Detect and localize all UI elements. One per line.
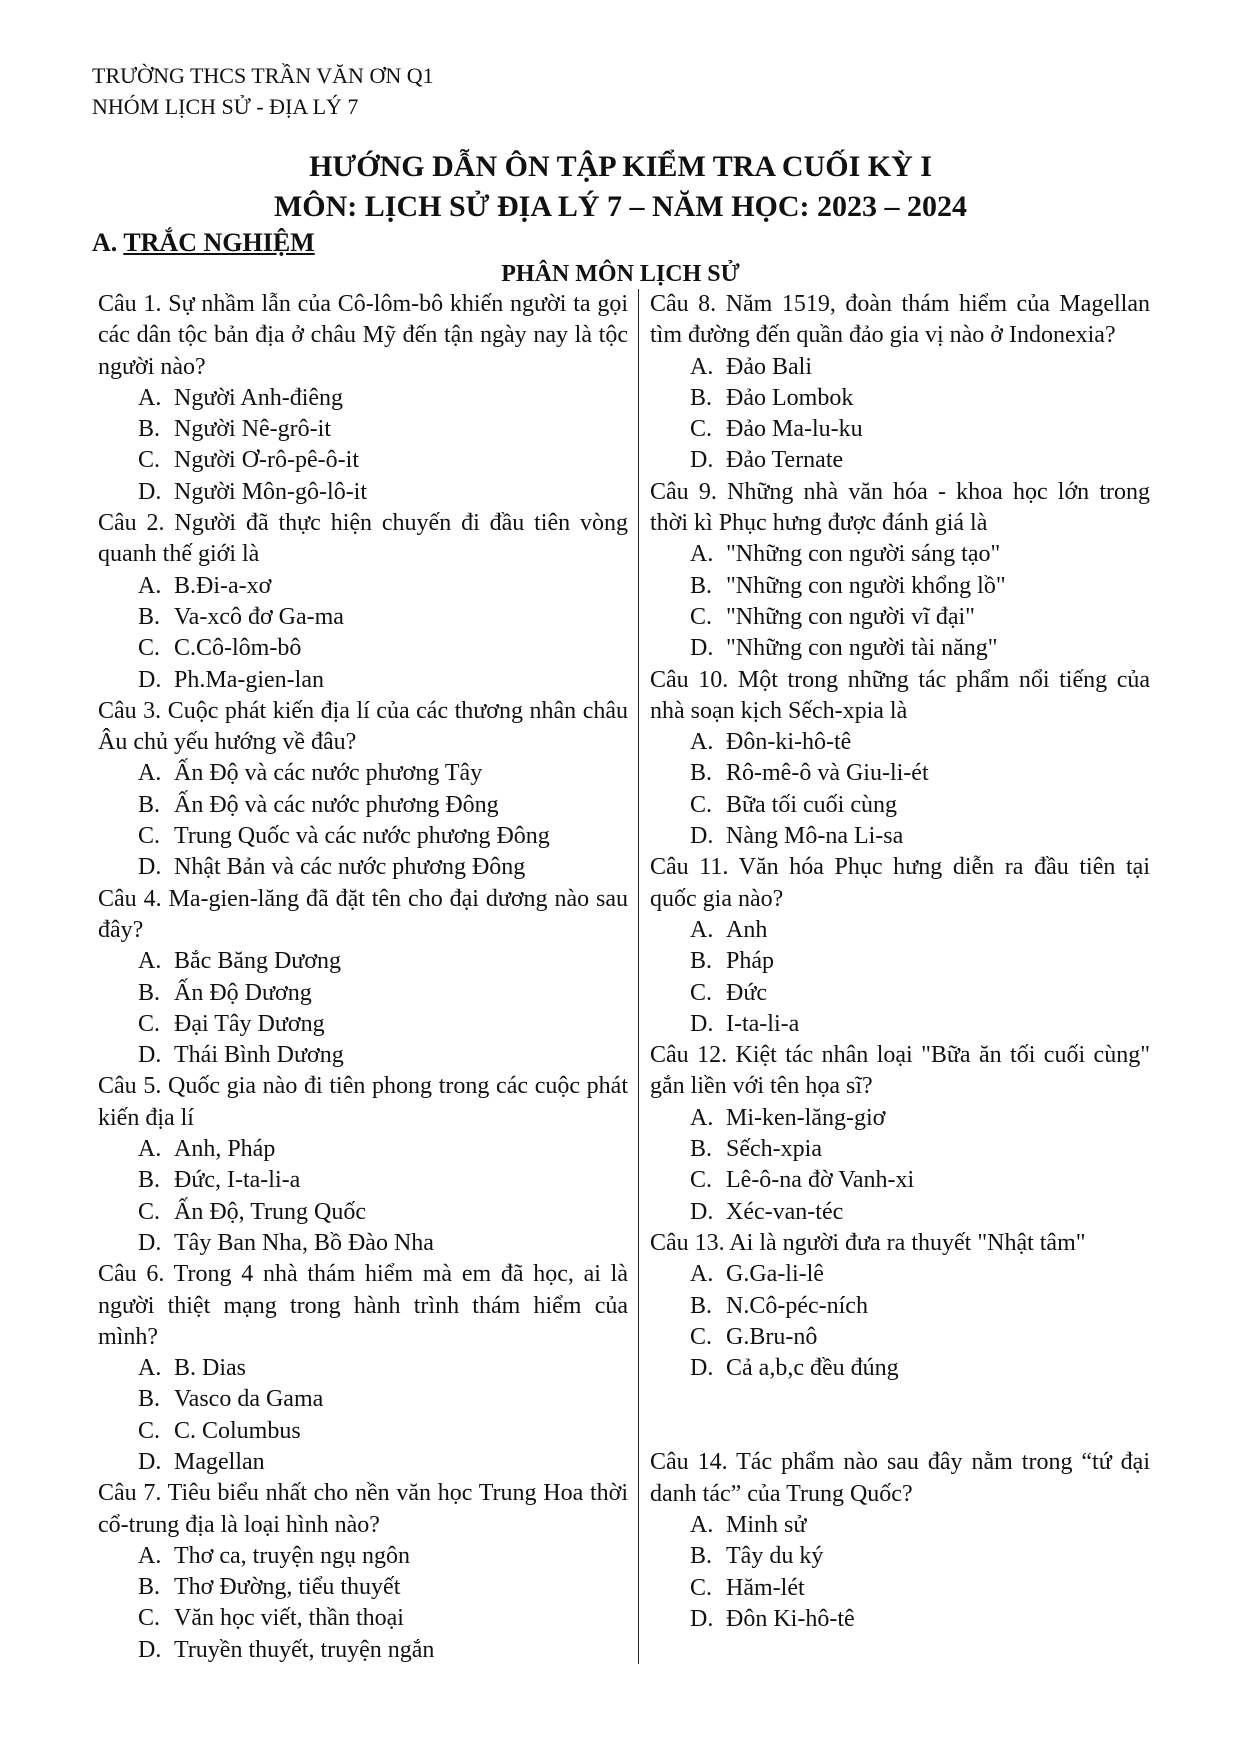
option-text: Đôn-ki-hô-tê (726, 729, 852, 756)
answer-option (98, 414, 628, 445)
option-letter: B. (690, 1543, 713, 1570)
option-letter: C. (690, 416, 713, 443)
answer-option (650, 915, 1150, 946)
option-letter: C. (138, 1010, 161, 1037)
right-column (650, 289, 1150, 1635)
option-letter: B. (138, 791, 161, 818)
option-text: I-ta-li-a (726, 1010, 800, 1037)
option-text: "Những con người vĩ đại" (726, 603, 975, 630)
option-letter: C. (138, 1417, 161, 1444)
option-text: Hăm-lét (726, 1574, 805, 1601)
answer-option (650, 445, 1150, 476)
answer-option (98, 633, 628, 664)
option-letter: D. (138, 1448, 162, 1475)
answer-option (650, 1541, 1150, 1572)
answer-option (98, 852, 628, 883)
option-text: Đảo Ma-lu-ku (726, 416, 863, 443)
option-text: Rô-mê-ô và Giu-li-ét (726, 760, 929, 787)
question-stem: Câu 10. Một trong những tác phẩm nổi tiếng của nhà soạn kịch Sếch-xpia là (650, 666, 1150, 724)
option-letter: A. (690, 1511, 714, 1538)
option-text: Thái Bình Dương (174, 1042, 344, 1069)
question-stem: Câu 8. Năm 1519, đoàn thám hiểm của Magellan tìm đường đến quần đảo gia vị nào ở Indonexia? (650, 291, 1150, 349)
answer-option (650, 1322, 1150, 1353)
option-letter: B. (138, 979, 161, 1006)
option-letter: B. (690, 948, 713, 975)
option-letter: A. (690, 1104, 714, 1131)
answer-option (650, 1197, 1150, 1228)
section-prefix: A. (92, 228, 118, 257)
option-letter: B. (138, 1386, 161, 1413)
option-letter: C. (690, 1167, 713, 1194)
section-heading (92, 228, 315, 258)
option-letter: D. (138, 1636, 162, 1663)
option-letter: D. (138, 666, 162, 693)
option-letter: D. (138, 1229, 162, 1256)
option-text: Bữa tối cuối cùng (726, 791, 897, 818)
group-name: NHÓM LỊCH SỬ - ĐỊA LÝ 7 (92, 94, 359, 119)
option-letter: A. (138, 384, 162, 411)
option-text: Magellan (174, 1448, 265, 1475)
answer-option (98, 1165, 628, 1196)
school-name: TRƯỜNG THCS TRẦN VĂN ƠN Q1 (92, 63, 434, 88)
option-letter: A. (138, 948, 162, 975)
answer-option (650, 1353, 1150, 1384)
answer-option (650, 1009, 1150, 1040)
option-letter: D. (138, 854, 162, 881)
document-subtitle: MÔN: LỊCH SỬ ĐỊA LÝ 7 – NĂM HỌC: 2023 – 2024 (273, 190, 968, 223)
option-text: B.Đi-a-xơ (174, 572, 272, 599)
option-text: Minh sử (726, 1511, 807, 1538)
option-letter: A. (690, 353, 714, 380)
option-letter: A. (138, 1355, 162, 1382)
answer-option (98, 1635, 628, 1666)
option-letter: D. (690, 823, 714, 850)
option-text: Đảo Ternate (726, 447, 844, 474)
option-letter: D. (690, 1198, 714, 1225)
question-stem: Câu 12. Kiệt tác nhân loại "Bữa ăn tối cuối cùng" gắn liền với tên họa sĩ? (650, 1042, 1150, 1100)
question-item (650, 477, 1150, 665)
option-letter: B. (690, 1136, 713, 1163)
answer-option (98, 1572, 628, 1603)
option-text: Thơ Đường, tiểu thuyết (174, 1574, 401, 1601)
option-letter: D. (690, 1010, 714, 1037)
option-text: Đảo Bali (726, 353, 812, 380)
option-text: Tây du ký (726, 1543, 824, 1570)
option-text: Nàng Mô-na Li-sa (726, 823, 904, 850)
question-item (650, 852, 1150, 1040)
option-letter: C. (690, 603, 713, 630)
option-text: "Những con người khổng lồ" (726, 572, 1006, 599)
option-text: B. Dias (174, 1355, 246, 1382)
option-text: Bắc Băng Dương (174, 948, 342, 975)
option-text: Vasco da Gama (174, 1386, 324, 1413)
answer-option (98, 445, 628, 476)
question-item (98, 884, 628, 1072)
option-text: Pháp (726, 948, 774, 975)
column-spacer (650, 1384, 1150, 1447)
question-stem: Câu 1. Sự nhầm lẫn của Cô-lôm-bô khiến người ta gọi các dân tộc bản địa ở châu Mỹ đến tận ngày nay là tộc người nào? (98, 291, 628, 380)
option-text: Đức (726, 979, 767, 1006)
option-letter: C. (690, 979, 713, 1006)
answer-option (650, 1134, 1150, 1165)
answer-option (650, 1510, 1150, 1541)
option-text: Văn học viết, thần thoại (174, 1605, 404, 1632)
column-divider (638, 289, 639, 1664)
answer-option (98, 383, 628, 414)
answer-option (98, 1134, 628, 1165)
question-item (98, 1259, 628, 1478)
answer-option (650, 1165, 1150, 1196)
question-item (98, 696, 628, 884)
answer-option (98, 1353, 628, 1384)
option-text: Nhật Bản và các nước phương Đông (174, 854, 526, 881)
option-text: Người Ơ-rô-pê-ô-it (174, 447, 359, 474)
answer-option (98, 1040, 628, 1071)
option-letter: B. (138, 416, 161, 443)
option-text: Ấn Độ và các nước phương Tây (174, 760, 483, 787)
answer-option (98, 602, 628, 633)
question-stem: Câu 3. Cuộc phát kiến địa lí của các thương nhân châu Âu chủ yếu hướng về đâu? (98, 697, 628, 756)
answer-option (650, 758, 1150, 789)
answer-option (98, 1447, 628, 1478)
option-text: C.Cô-lôm-bô (174, 635, 302, 662)
answer-option (98, 571, 628, 602)
option-text: N.Cô-péc-ních (726, 1292, 868, 1319)
answer-option (650, 790, 1150, 821)
option-text: Trung Quốc và các nước phương Đông (174, 823, 550, 850)
answer-option (650, 414, 1150, 445)
option-text: Tây Ban Nha, Bồ Đào Nha (174, 1229, 434, 1256)
question-stem: Câu 2. Người đã thực hiện chuyến đi đầu tiên vòng quanh thế giới là (98, 510, 628, 568)
option-letter: A. (138, 760, 162, 787)
option-text: Người Anh-điêng (174, 384, 344, 411)
question-stem: Câu 13. Ai là người đưa ra thuyết "Nhật tâm" (650, 1229, 1086, 1256)
answer-option (650, 1103, 1150, 1134)
option-letter: D. (690, 1355, 714, 1382)
answer-option (98, 790, 628, 821)
option-text: Đức, I-ta-li-a (174, 1167, 301, 1194)
answer-option (98, 477, 628, 508)
option-letter: C. (690, 1574, 713, 1601)
question-stem: Câu 14. Tác phẩm nào sau đây nằm trong “tứ đại danh tác” của Trung Quốc? (650, 1449, 1150, 1507)
option-text: Ấn Độ và các nước phương Đông (174, 791, 499, 818)
question-item (650, 1040, 1150, 1228)
answer-option (98, 1603, 628, 1634)
option-letter: B. (690, 384, 713, 411)
question-item (650, 1228, 1150, 1384)
option-letter: D. (690, 1605, 714, 1632)
option-letter: B. (138, 603, 161, 630)
option-letter: D. (690, 447, 714, 474)
option-letter: C. (138, 823, 161, 850)
section-label: TRẮC NGHIỆM (123, 228, 315, 257)
answer-option (650, 383, 1150, 414)
question-item (650, 289, 1150, 477)
question-item (98, 289, 628, 508)
option-text: "Những con người sáng tạo" (726, 541, 1001, 568)
answer-option (650, 1291, 1150, 1322)
option-text: Đôn Ki-hô-tê (726, 1605, 855, 1632)
answer-option (650, 821, 1150, 852)
answer-option (650, 352, 1150, 383)
school-header (92, 60, 434, 122)
option-text: Đại Tây Dương (174, 1010, 325, 1037)
answer-option (98, 758, 628, 789)
option-letter: B. (690, 572, 713, 599)
answer-option (98, 1384, 628, 1415)
question-stem: Câu 4. Ma-gien-lăng đã đặt tên cho đại dương nào sau đây? (98, 885, 628, 943)
option-letter: B. (690, 760, 713, 787)
option-letter: C. (138, 447, 161, 474)
answer-option (98, 946, 628, 977)
option-text: C. Columbus (174, 1417, 301, 1444)
answer-option (650, 571, 1150, 602)
question-stem: Câu 9. Những nhà văn hóa - khoa học lớn trong thời kì Phục hưng được đánh giá là (650, 478, 1150, 537)
question-stem: Câu 5. Quốc gia nào đi tiên phong trong các cuộc phát kiến địa lí (98, 1073, 628, 1131)
answer-option (98, 665, 628, 696)
option-letter: A. (690, 1261, 714, 1288)
option-text: Người Nê-grô-it (174, 416, 331, 443)
option-letter: C. (690, 1323, 713, 1350)
answer-option (650, 1604, 1150, 1635)
answer-option (650, 978, 1150, 1009)
option-letter: A. (138, 1136, 162, 1163)
question-item (98, 1478, 628, 1666)
option-text: Lê-ô-na đờ Vanh-xi (726, 1167, 915, 1194)
answer-option (650, 1259, 1150, 1290)
option-letter: A. (138, 572, 162, 599)
option-text: Người Môn-gô-lô-it (174, 478, 368, 505)
option-letter: B. (138, 1574, 161, 1601)
answer-option (98, 1541, 628, 1572)
option-text: Sếch-xpia (726, 1136, 822, 1163)
option-text: Xéc-van-téc (726, 1198, 844, 1225)
question-stem: Câu 6. Trong 4 nhà thám hiểm mà em đã học, ai là người thiệt mạng trong hành trình thám hiểm của mình? (98, 1261, 628, 1350)
option-text: Đảo Lombok (726, 384, 854, 411)
question-item (98, 508, 628, 696)
document-title: HƯỚNG DẪN ÔN TẬP KIỂM TRA CUỐI KỲ I (309, 150, 932, 183)
option-text: Va-xcô đơ Ga-ma (174, 603, 344, 630)
option-letter: A. (690, 541, 714, 568)
option-letter: D. (138, 1042, 162, 1069)
answer-option (98, 1416, 628, 1447)
option-letter: A. (690, 729, 714, 756)
option-letter: B. (138, 1167, 161, 1194)
answer-option (650, 946, 1150, 977)
question-item (650, 1447, 1150, 1635)
option-text: Anh (726, 916, 768, 943)
option-letter: C. (138, 1605, 161, 1632)
question-stem: Câu 7. Tiêu biểu nhất cho nền văn học Trung Hoa thời cổ-trung địa là loại hình nào? (98, 1480, 628, 1538)
option-letter: A. (690, 916, 714, 943)
answer-option (98, 1197, 628, 1228)
answer-option (98, 821, 628, 852)
option-letter: A. (138, 1542, 162, 1569)
option-text: Ph.Ma-gien-lan (174, 666, 324, 693)
option-text: Anh, Pháp (174, 1136, 276, 1163)
option-text: G.Bru-nô (726, 1323, 818, 1350)
left-column (98, 289, 628, 1666)
answer-option (650, 602, 1150, 633)
answer-option (98, 978, 628, 1009)
option-text: G.Ga-li-lê (726, 1261, 824, 1288)
option-text: Ấn Độ, Trung Quốc (174, 1198, 367, 1225)
subject-heading: PHÂN MÔN LỊCH SỬ (501, 261, 740, 287)
answer-option (98, 1009, 628, 1040)
option-text: Cả a,b,c đều đúng (726, 1355, 899, 1382)
option-letter: B. (690, 1292, 713, 1319)
option-text: Ấn Độ Dương (174, 979, 312, 1006)
question-item (650, 665, 1150, 853)
option-text: Thơ ca, truyện ngụ ngôn (174, 1542, 410, 1569)
question-item (98, 1071, 628, 1259)
option-letter: D. (690, 635, 714, 662)
answer-option (98, 1228, 628, 1259)
option-letter: C. (138, 635, 161, 662)
question-stem: Câu 11. Văn hóa Phục hưng diễn ra đầu tiên tại quốc gia nào? (650, 854, 1150, 912)
option-letter: C. (690, 791, 713, 818)
answer-option (650, 539, 1150, 570)
answer-option (650, 727, 1150, 758)
option-text: Mi-ken-lăng-giơ (726, 1104, 886, 1131)
answer-option (650, 1573, 1150, 1604)
answer-option (650, 633, 1150, 664)
option-letter: D. (138, 478, 162, 505)
option-text: Truyền thuyết, truyện ngắn (174, 1636, 435, 1663)
option-letter: C. (138, 1198, 161, 1225)
option-text: "Những con người tài năng" (726, 635, 998, 662)
